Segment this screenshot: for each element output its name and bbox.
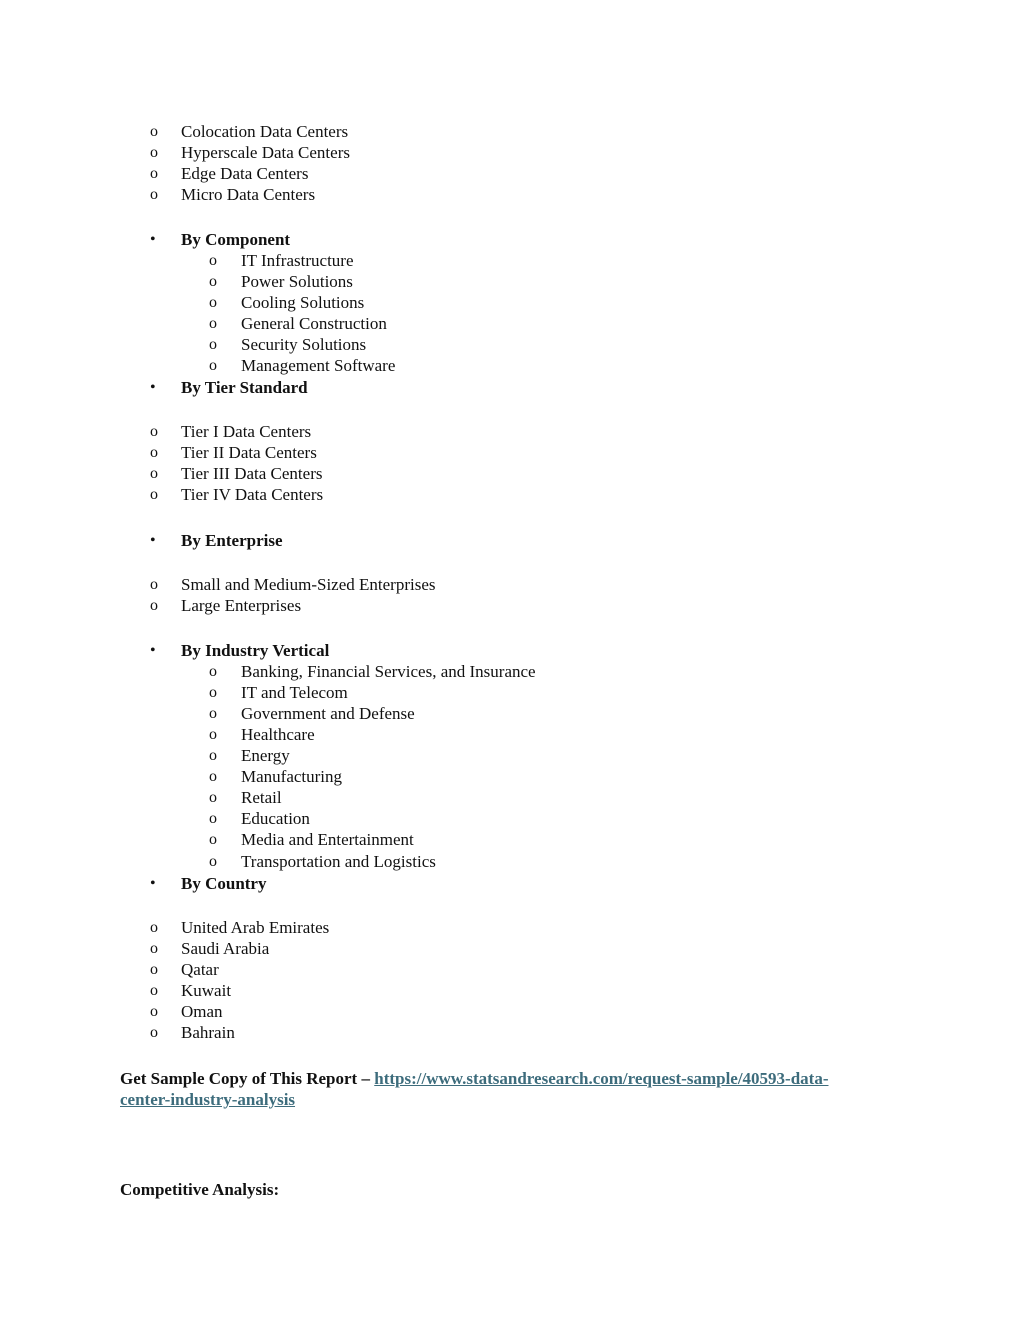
sample-copy-label: Get Sample Copy of This Report – [120, 1069, 375, 1088]
list-item: Retail [241, 788, 282, 807]
sub-marker: o [209, 831, 217, 848]
sub-marker: o [150, 486, 158, 503]
list-item: Manufacturing [241, 767, 343, 786]
sample-copy-line [120, 1068, 829, 1089]
sub-marker: o [150, 123, 158, 140]
bullet-marker: • [150, 532, 156, 549]
list-item: Small and Medium-Sized Enterprises [181, 575, 436, 594]
sub-marker: o [150, 919, 158, 936]
sub-marker: o [209, 853, 217, 870]
list-item: Hyperscale Data Centers [181, 143, 350, 162]
list-item: Kuwait [181, 981, 232, 1000]
sub-marker: o [150, 165, 158, 182]
sub-marker: o [209, 273, 217, 290]
list-item: Energy [241, 746, 290, 765]
list-item: General Construction [241, 314, 387, 333]
sub-marker: o [209, 252, 217, 269]
bullet-marker: • [150, 379, 156, 396]
sub-marker: o [150, 940, 158, 957]
list-item: Cooling Solutions [241, 293, 365, 312]
sub-marker: o [209, 663, 217, 680]
list-item: Media and Entertainment [241, 830, 414, 849]
list-item: Oman [181, 1002, 223, 1021]
list-item: Bahrain [181, 1023, 235, 1042]
sample-copy-link-continued[interactable]: center-industry-analysis [120, 1090, 296, 1109]
list-item: United Arab Emirates [181, 918, 330, 937]
list-item: Edge Data Centers [181, 164, 309, 183]
list-item: IT and Telecom [241, 683, 348, 702]
list-item: Colocation Data Centers [181, 122, 349, 141]
sub-marker: o [150, 982, 158, 999]
list-item: Management Software [241, 356, 396, 375]
sub-marker: o [209, 726, 217, 743]
list-item: Qatar [181, 960, 219, 979]
sub-marker: o [150, 597, 158, 614]
sub-marker: o [150, 1003, 158, 1020]
list-item: Transportation and Logistics [241, 852, 436, 871]
sub-marker: o [209, 684, 217, 701]
list-item: Banking, Financial Services, and Insurance [241, 662, 536, 681]
sub-marker: o [150, 186, 158, 203]
bullet-marker: • [150, 875, 156, 892]
list-item: Power Solutions [241, 272, 353, 291]
sub-marker: o [150, 1024, 158, 1041]
sub-marker: o [209, 336, 217, 353]
section-heading: By Industry Vertical [181, 641, 330, 660]
list-item: IT Infrastructure [241, 251, 354, 270]
sub-marker: o [150, 961, 158, 978]
list-item: Tier I Data Centers [181, 422, 312, 441]
bullet-marker: • [150, 231, 156, 248]
sub-marker: o [209, 357, 217, 374]
section-heading: By Enterprise [181, 531, 283, 550]
section-heading: By Component [181, 230, 291, 249]
list-item: Micro Data Centers [181, 185, 316, 204]
sub-marker: o [209, 315, 217, 332]
bullet-marker: • [150, 642, 156, 659]
section-heading: By Country [181, 874, 267, 893]
sub-marker: o [209, 705, 217, 722]
list-item: Government and Defense [241, 704, 415, 723]
list-item: Tier IV Data Centers [181, 485, 324, 504]
section-heading: By Tier Standard [181, 378, 308, 397]
sample-copy-link[interactable]: https://www.statsandresearch.com/request-sample/40593-data- [374, 1069, 829, 1088]
list-item: Security Solutions [241, 335, 367, 354]
sub-marker: o [209, 789, 217, 806]
list-item: Tier III Data Centers [181, 464, 323, 483]
sub-marker: o [150, 444, 158, 461]
sub-marker: o [209, 810, 217, 827]
list-item: Large Enterprises [181, 596, 302, 615]
competitive-analysis-heading: Competitive Analysis: [120, 1180, 280, 1199]
list-item: Education [241, 809, 310, 828]
sub-marker: o [209, 768, 217, 785]
sub-marker: o [150, 423, 158, 440]
sub-marker: o [150, 576, 158, 593]
sub-marker: o [209, 294, 217, 311]
sub-marker: o [209, 747, 217, 764]
sub-marker: o [150, 144, 158, 161]
list-item: Saudi Arabia [181, 939, 270, 958]
list-item: Tier II Data Centers [181, 443, 317, 462]
list-item: Healthcare [241, 725, 315, 744]
sub-marker: o [150, 465, 158, 482]
